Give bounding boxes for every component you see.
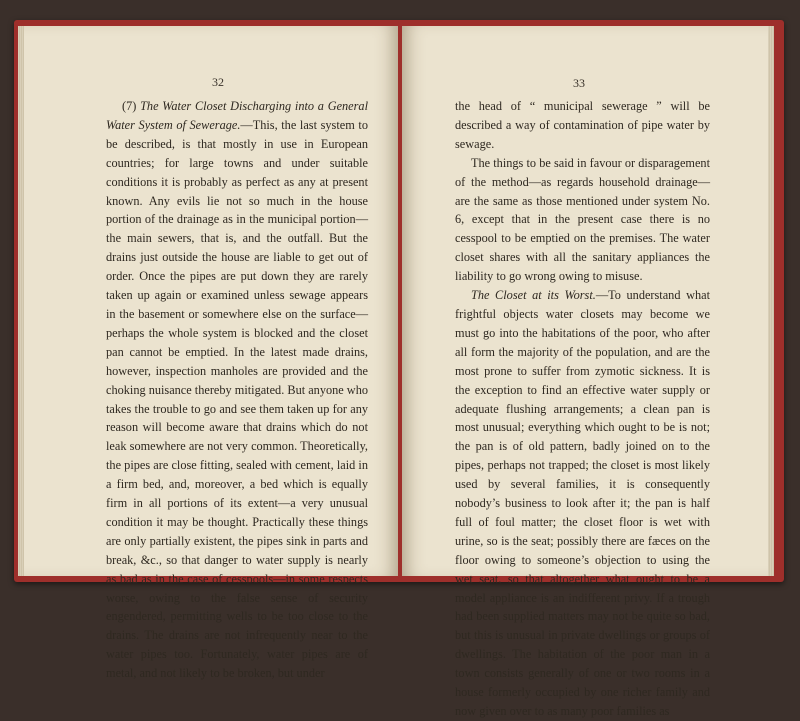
section-heading: The Water Closet Discharging into a General Water System of Sewerage. [106, 99, 368, 132]
section-heading: The Closet at its Worst. [471, 288, 596, 303]
left-page [24, 26, 398, 681]
left-page-number: 32 [212, 75, 224, 89]
left-page-text [106, 97, 368, 683]
paragraph: The things to be said in favour or disparagement of the method—as regards household drainage—are the same as those mentioned under system No. 6, except that in the present case there is no cesspool to be emptied on the premises. The water closet shares with all the sanitary appliances the liability to go wrong owing to misuse. [455, 155, 710, 284]
paragraph-body: —To understand what frightful objects water closets may become we must go into the habitations of the poor, who after all form the majority of the population, and are the most prone to suffer from zymotic sickness. It is the exception to find an effective water supply or adequate flushing arrangements; a clean pan is most unusual; everything which ought to be is not; the pan is of old pattern, badly joined on to the pipes, perhaps not trapped; the closet is most likely used by several families, it is consequently nobody’s business to look after it; the pan is half full of foul matter; the closet floor is wet with urine, so is the seat; possibly there are fæces on the floor owing to someone’s objection to using the wet seat, so that altogether what ought to be a model appliance is an indifferent privy. If a trough had been supplied matters may not be quite so bad, but this is unusual in private dwellings or groups of dwellings. The habitation of the poor man in a town consists generally of one or two rooms in a house formerly occupied by one richer family and now given over to as many poor families as [455, 288, 710, 718]
right-page-number: 33 [573, 76, 585, 90]
paragraph: the head of “ municipal sewerage ” will be described a way of contamination of pipe water by sewage. [455, 99, 710, 151]
right-page-text [455, 97, 710, 721]
paragraph [455, 286, 710, 721]
paragraph-number: (7) [122, 99, 141, 113]
paragraph-body: —This, the last system to be described, is that mostly in use in European countries; for large towns and under suitable conditions it is probably as perfect as any at present known. Any evils lie not so much in the house portion of the drainage as in the municipal portion—the main sewers, that is, and the outfall. But the drains just outside the house are liable to get out of order. Once the pipes are put down they are rarely taken up again or examined unless sewage appears in the basement or somewhere else on the surface—perhaps the whole system is blocked and the closet pan cannot be emptied. In the latest made drains, however, inspection manholes are provided and the choking nuisance thereby mitigated. But anyone who takes the trouble to go and see them taken up for any reason will become aware that drains which do not leak somewhere are not very common. Theoretically, the pipes are close fitting, sealed with cement, laid in a firm bed, and, moreover, a bed which is equally firm in all portions of its extent—a very unusual condition it may be thought. Practically these things are only partially existent, the pipes sink in parts and break, &c., so that danger to water supply is nearly as bad as in the case of cesspools—in some respects worse, owing to the false sense of security engendered, permitting wells to be too close to the drains. The drains are not infrequently near to the water pipes too. Fortunately, water pipes are of metal, and not likely to be broken, but under [106, 117, 368, 681]
page-edge-right [768, 26, 774, 576]
paragraph [106, 97, 368, 683]
right-page [402, 26, 768, 718]
